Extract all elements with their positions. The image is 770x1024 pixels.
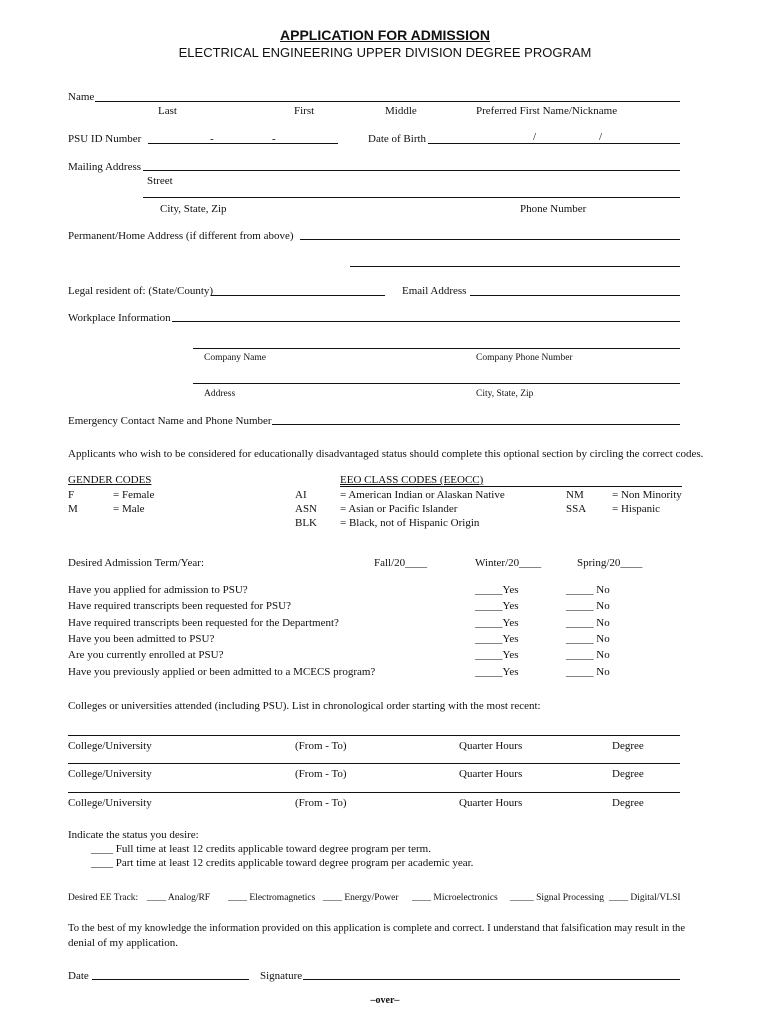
admission-term-label: Desired Admission Term/Year:: [68, 557, 205, 569]
company-address-field[interactable]: [193, 383, 680, 384]
eeo-class-underline: [340, 486, 682, 487]
college-entry-line[interactable]: [68, 792, 680, 793]
gender-desc-m: = Male: [113, 503, 145, 515]
company-name-caption: Company Name: [204, 353, 267, 363]
answer-yes[interactable]: _____Yes: [475, 600, 519, 612]
middle-caption: Middle: [385, 105, 417, 117]
permanent-address-label: Permanent/Home Address (if different from above): [68, 230, 294, 242]
eeo-intro: Applicants who wish to be considered for educationally disadvantaged status should complete this optional section by circling the correct codes.: [68, 448, 704, 460]
workplace-field[interactable]: [172, 321, 680, 322]
date-label: Date: [68, 970, 89, 982]
eeo-class-heading: EEO CLASS CODES (EEOCC): [340, 474, 484, 486]
quarter-hours-caption: Quarter Hours: [459, 740, 523, 752]
college-caption: College/University: [68, 797, 152, 809]
company-field[interactable]: [193, 348, 680, 349]
eeo-desc-ai: = American Indian or Alaskan Native: [340, 489, 505, 501]
admission-question: Have required transcripts been requested for the Department?: [68, 617, 339, 629]
emergency-contact-field[interactable]: [272, 424, 680, 425]
signature-field[interactable]: [303, 979, 680, 980]
answer-yes[interactable]: _____Yes: [475, 584, 519, 596]
quarter-hours-caption: Quarter Hours: [459, 768, 523, 780]
psu-id-dash-1: -: [210, 133, 214, 145]
track-digital-vlsi[interactable]: ____ Digital/VLSI: [609, 893, 681, 903]
answer-yes[interactable]: _____Yes: [475, 617, 519, 629]
dob-field[interactable]: [428, 143, 680, 144]
gender-desc-f: = Female: [113, 489, 155, 501]
answer-no[interactable]: _____ No: [566, 584, 610, 596]
college-entry-line[interactable]: [68, 735, 680, 736]
date-field[interactable]: [92, 979, 249, 980]
permanent-address-field-2[interactable]: [350, 266, 680, 267]
eeo-code-asn[interactable]: ASN: [295, 503, 318, 515]
answer-no[interactable]: _____ No: [566, 600, 610, 612]
college-caption: College/University: [68, 768, 152, 780]
dates-caption: (From - To): [295, 740, 347, 752]
over-footer: –over–: [370, 995, 400, 1006]
college-entry-line[interactable]: [68, 763, 680, 764]
status-part-time[interactable]: ____ Part time at least 12 credits applicable toward degree program per academic year.: [91, 857, 474, 869]
phone-caption: Phone Number: [520, 203, 587, 215]
gender-code-m[interactable]: M: [68, 503, 78, 515]
eeo-desc-blk: = Black, not of Hispanic Origin: [340, 517, 480, 529]
track-microelectronics[interactable]: ____ Microelectronics: [412, 893, 498, 903]
eeo-code-ssa[interactable]: SSA: [566, 503, 587, 515]
name-field[interactable]: [95, 101, 680, 102]
degree-caption: Degree: [612, 768, 644, 780]
track-electromagnetics[interactable]: ____ Electromagnetics: [228, 893, 316, 903]
gender-code-f[interactable]: F: [68, 489, 75, 501]
first-caption: First: [294, 105, 315, 117]
mailing-street-field[interactable]: [143, 170, 680, 171]
track-signal-processing[interactable]: _____ Signal Processing: [510, 893, 604, 903]
certification-line-1: To the best of my knowledge the information provided on this application is complete and correct. I understand that falsification may result in the: [68, 923, 686, 934]
email-field[interactable]: [470, 295, 680, 296]
ee-track-label: Desired EE Track:: [68, 893, 139, 903]
answer-no[interactable]: _____ No: [566, 666, 610, 678]
certification-line-2: denial of my application.: [68, 937, 178, 949]
admission-question: Have you previously applied or been admitted to a MCECS program?: [68, 666, 376, 678]
answer-no[interactable]: _____ No: [566, 617, 610, 629]
status-full-time[interactable]: ____ Full time at least 12 credits applicable toward degree program per term.: [91, 843, 431, 855]
permanent-address-field-1[interactable]: [300, 239, 680, 240]
quarter-hours-caption: Quarter Hours: [459, 797, 523, 809]
track-energy-power[interactable]: ____ Energy/Power: [323, 893, 399, 903]
admission-question: Have you been admitted to PSU?: [68, 633, 215, 645]
company-address-caption: Address: [204, 389, 236, 399]
gender-codes-heading: GENDER CODES: [68, 474, 152, 486]
admission-question: Are you currently enrolled at PSU?: [68, 649, 224, 661]
eeo-desc-asn: = Asian or Pacific Islander: [340, 503, 458, 515]
term-winter[interactable]: Winter/20____: [475, 557, 542, 569]
status-label: Indicate the status you desire:: [68, 829, 199, 841]
legal-resident-label: Legal resident of: (State/County): [68, 285, 214, 297]
psu-id-field[interactable]: [148, 143, 338, 144]
signature-label: Signature: [260, 970, 303, 982]
psu-id-label: PSU ID Number: [68, 133, 142, 145]
colleges-intro: Colleges or universities attended (including PSU). List in chronological order starting with the most recent:: [68, 700, 541, 712]
answer-no[interactable]: _____ No: [566, 633, 610, 645]
answer-yes[interactable]: _____Yes: [475, 633, 519, 645]
admission-question: Have you applied for admission to PSU?: [68, 584, 248, 596]
legal-resident-field[interactable]: [211, 295, 385, 296]
answer-yes[interactable]: _____Yes: [475, 649, 519, 661]
psu-id-dash-2: -: [272, 133, 276, 145]
last-caption: Last: [158, 105, 177, 117]
dates-caption: (From - To): [295, 797, 347, 809]
workplace-label: Workplace Information: [68, 312, 171, 324]
dob-slash-1: /: [533, 131, 537, 143]
eeo-desc-nm: = Non Minority: [612, 489, 682, 501]
eeo-code-ai[interactable]: AI: [295, 489, 307, 501]
dob-slash-2: /: [599, 131, 603, 143]
degree-caption: Degree: [612, 797, 644, 809]
admission-question: Have required transcripts been requested for PSU?: [68, 600, 291, 612]
term-spring[interactable]: Spring/20____: [577, 557, 643, 569]
street-caption: Street: [147, 175, 173, 187]
emergency-contact-label: Emergency Contact Name and Phone Number: [68, 415, 272, 427]
company-phone-caption: Company Phone Number: [476, 353, 573, 363]
term-fall[interactable]: Fall/20____: [374, 557, 428, 569]
college-caption: College/University: [68, 740, 152, 752]
degree-caption: Degree: [612, 740, 644, 752]
form-title: APPLICATION FOR ADMISSION: [280, 27, 490, 43]
answer-no[interactable]: _____ No: [566, 649, 610, 661]
form-subtitle: ELECTRICAL ENGINEERING UPPER DIVISION DEGREE PROGRAM: [178, 45, 592, 60]
preferred-caption: Preferred First Name/Nickname: [476, 105, 618, 117]
eeo-code-blk[interactable]: BLK: [295, 517, 317, 529]
mailing-address-label: Mailing Address: [68, 161, 142, 173]
name-label: Name: [68, 91, 95, 103]
eeo-code-nm[interactable]: NM: [566, 489, 584, 501]
mailing-city-field[interactable]: [143, 197, 680, 198]
dob-label: Date of Birth: [368, 133, 427, 145]
city-state-zip-caption: City, State, Zip: [160, 203, 227, 215]
email-label: Email Address: [402, 285, 467, 297]
track-analog-rf[interactable]: ____ Analog/RF: [147, 893, 211, 903]
company-city-caption: City, State, Zip: [476, 389, 534, 399]
dates-caption: (From - To): [295, 768, 347, 780]
eeo-desc-ssa: = Hispanic: [612, 503, 661, 515]
answer-yes[interactable]: _____Yes: [475, 666, 519, 678]
